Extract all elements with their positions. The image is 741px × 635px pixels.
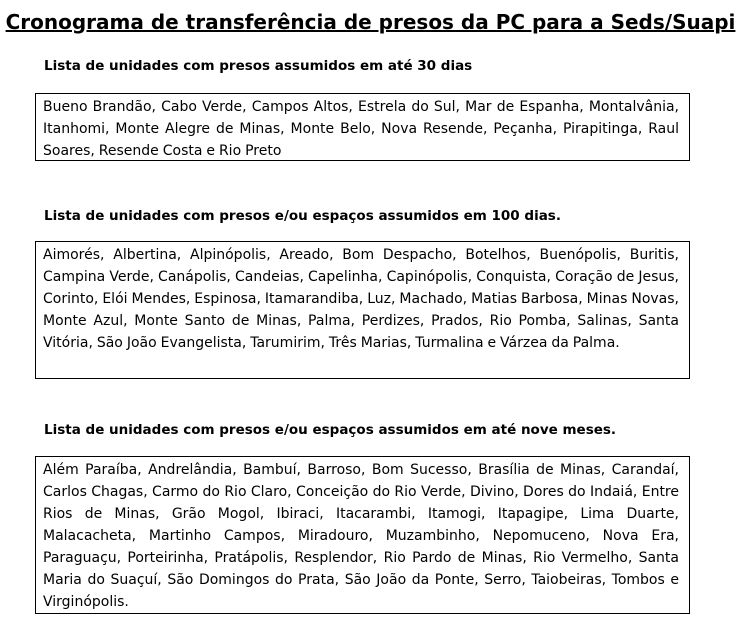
units-box-100-days [35,241,690,379]
section-heading-100-days: Lista de unidades com presos e/ou espaços assumidos em 100 dias. [44,208,561,224]
section-heading-nine-months: Lista de unidades com presos e/ou espaços assumidos em até nove meses. [44,422,617,438]
section-heading-30-days: Lista de unidades com presos assumidos em até 30 dias [44,58,473,74]
units-list-100-days: Aimorés, Albertina, Alpinópolis, Areado, Bom Despacho, Botelhos, Buenópolis, Buritis, Campina Verde, Canápolis, Candeias, Capelinha, Capinópolis, Conquista, Coração de Jesus, Corinto, Elói Mendes, Espinosa, Itamarandiba, Luz, Machado, Matias Barbosa, Minas Novas, Monte Azul, Monte Santo de Minas, Palma, Perdizes, Prados, Rio Pomba, Salinas, Santa Vitória, São João Evangelista, Tarumirim, Três Marias, Turmalina e Várzea da Palma. [43,247,679,351]
units-list-30-days: Bueno Brandão, Cabo Verde, Campos Altos, Estrela do Sul, Mar de Espanha, Montalvânia, Itanhomi, Monte Alegre de Minas, Monte Belo, Nova Resende, Peçanha, Pirapitinga, Raul Soares, Resende Costa e Rio Preto [43,99,679,159]
units-box-nine-months [35,456,690,614]
document-title: Cronograma de transferência de presos da PC para a Seds/Suapi [5,10,736,34]
units-list-nine-months: Além Paraíba, Andrelândia, Bambuí, Barroso, Bom Sucesso, Brasília de Minas, Carandaí, Carlos Chagas, Carmo do Rio Claro, Conceição do Rio Verde, Divino, Dores do Indaiá, Entre Rios de Minas, Grão Mogol, Ibiraci, Itacarambi, Itamogi, Itapagipe, Lima Duarte, Malacacheta, Martinho Campos, Miradouro, Muzambinho, Nepomuceno, Nova Era, Paraguaçu, Porteirinha, Pratápolis, Resplendor, Rio Pardo de Minas, Rio Vermelho, Santa Maria do Suaçuí, São Domingos do Prata, São João da Ponte, Serro, Taiobeiras, Tombos e Virginópolis. [43,462,679,610]
units-box-30-days [35,93,690,161]
